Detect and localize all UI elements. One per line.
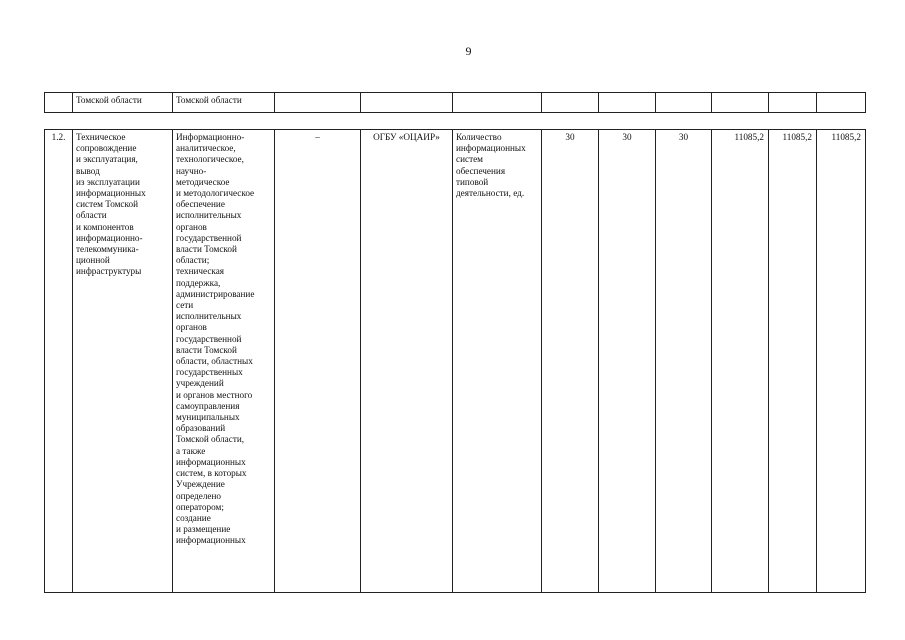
row-dash: – xyxy=(275,130,361,593)
row-indicator: Количество информационных систем обеспечения типовой деятельности, ед. xyxy=(453,130,542,593)
row-number: 1.2. xyxy=(45,130,73,593)
row-separator xyxy=(45,113,866,130)
header-cell-5 xyxy=(361,93,453,113)
header-cell-description: Томской области xyxy=(173,93,275,113)
header-cell-8 xyxy=(599,93,656,113)
header-cell-9 xyxy=(656,93,712,113)
row-name: Техническое сопровождение и эксплуатация, вывод из эксплуатации информационных систем Томской области и компонентов информационно- телекоммуника- ционной инфраструктуры xyxy=(73,130,173,593)
header-cell-10 xyxy=(712,93,769,113)
header-cell-12 xyxy=(817,93,866,113)
header-cell-11 xyxy=(769,93,817,113)
header-cell-name: Томской области xyxy=(73,93,173,113)
row-description: Информационно- аналитическое, технологическое, научно- методическое и методологическое обеспечение исполнительных органов государственной власти Томской области; техническая поддержка, администрирование сети исполнительных органов государственной власти Томской области, областных государственных учреждений и органов местного самоуправления муниципальных образований Томской области, а также информационных систем, в которых Учреждение определено оператором; создание и размещение информационных xyxy=(173,130,275,593)
row-funding-1: 11085,2 xyxy=(712,130,769,593)
header-cell-6 xyxy=(453,93,542,113)
row-value-3: 30 xyxy=(656,130,712,593)
row-value-1: 30 xyxy=(542,130,599,593)
table-header-row xyxy=(45,93,866,113)
table-row xyxy=(45,130,866,593)
page-number: 9 xyxy=(465,44,472,58)
row-funding-3: 11085,2 xyxy=(817,130,866,593)
header-cell-num xyxy=(45,93,73,113)
row-value-2: 30 xyxy=(599,130,656,593)
data-table xyxy=(44,92,866,593)
row-executor: ОГБУ «ОЦАИР» xyxy=(361,130,453,593)
header-cell-4 xyxy=(275,93,361,113)
header-cell-7 xyxy=(542,93,599,113)
row-funding-2: 11085,2 xyxy=(769,130,817,593)
